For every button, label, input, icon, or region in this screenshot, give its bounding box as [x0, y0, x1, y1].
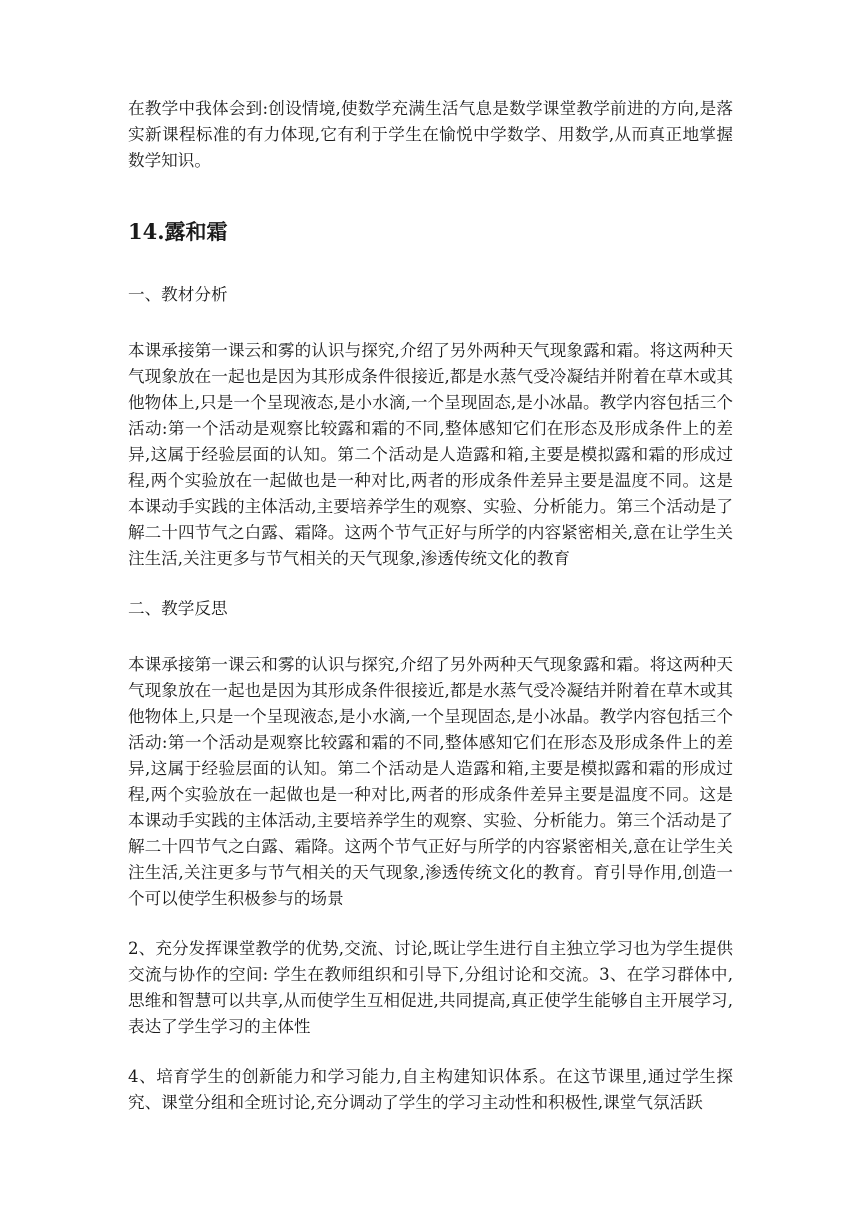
teaching-reflection-paragraph: 本课承接第一课云和雾的认识与探究,介绍了另外两种天气现象露和霜。将这两种天气现象放在一起也是因为其形成条件很接近,都是水蒸气受冷凝结并附着在草木或其他物体上,只是一个呈现液态,是小水滴,一个呈现固态,是小冰晶。教学内容包括三个活动:第一个活动是观察比较露和霜的不同,整体感知它们在形态及形成条件上的差异,这属于经验层面的认知。第二个活动是人造露和箱,主要是模拟露和霜的形成过程,两个实验放在一起做也是一种对比,两者的形成条件差异主要是温度不同。这是本课动手实践的主体活动,主要培养学生的观察、实验、分析能力。第三个活动是了解二十四节气之白露、霜降。这两个节气正好与所学的内容紧密相关,意在让学生关注生活,关注更多与节气相关的天气现象,渗透传统文化的教育。育引导作用,创造一个可以使学生积极参与的场景: [128, 655, 733, 908]
reflection-point-4: 4、培育学生的创新能力和学习能力,自主构建知识体系。在这节课里,通过学生探究、课堂分组和全班讨论,充分调动了学生的学习主动性和积极性,课堂气氛活跃: [128, 1067, 733, 1112]
section-title: 14.露和霜: [128, 219, 228, 244]
reflection-points-2-3: 2、充分发挥课堂教学的优势,交流、讨论,既让学生进行自主独立学习也为学生提供交流与协作的空间: 学生在教师组织和引导下,分组讨论和交流。3、在学习群体中,思维和智慧可以共享,从而使学生互相促进,共同提高,真正使学生能够自主开展学习,表达了学生学习的主体性: [128, 939, 733, 1036]
intro-paragraph: 在教学中我体会到:创设情境,使数学充满生活气息是数学课堂教学前进的方向,是落实新课程标准的有力体现,它有利于学生在愉悦中学数学、用数学,从而真正地掌握数学知识。: [128, 99, 733, 170]
textbook-analysis-paragraph: 本课承接第一课云和雾的认识与探究,介绍了另外两种天气现象露和霜。将这两种天气现象放在一起也是因为其形成条件很接近,都是水蒸气受冷凝结并附着在草木或其他物体上,只是一个呈现液态,是小水滴,一个呈现固态,是小冰晶。教学内容包括三个活动:第一个活动是观察比较露和霜的不同,整体感知它们在形态及形成条件上的差异,这属于经验层面的认知。第二个活动是人造露和箱,主要是模拟露和霜的形成过程,两个实验放在一起做也是一种对比,两者的形成条件差异主要是温度不同。这是本课动手实践的主体活动,主要培养学生的观察、实验、分析能力。第三个活动是了解二十四节气之白露、霜降。这两个节气正好与所学的内容紧密相关,意在让学生关注生活,关注更多与节气相关的天气现象,渗透传统文化的教育: [128, 341, 733, 568]
subsection-title-teaching-reflection: 二、教学反思: [128, 599, 228, 618]
subsection-title-textbook-analysis: 一、教材分析: [128, 285, 228, 304]
document-page: [128, 96, 733, 1116]
